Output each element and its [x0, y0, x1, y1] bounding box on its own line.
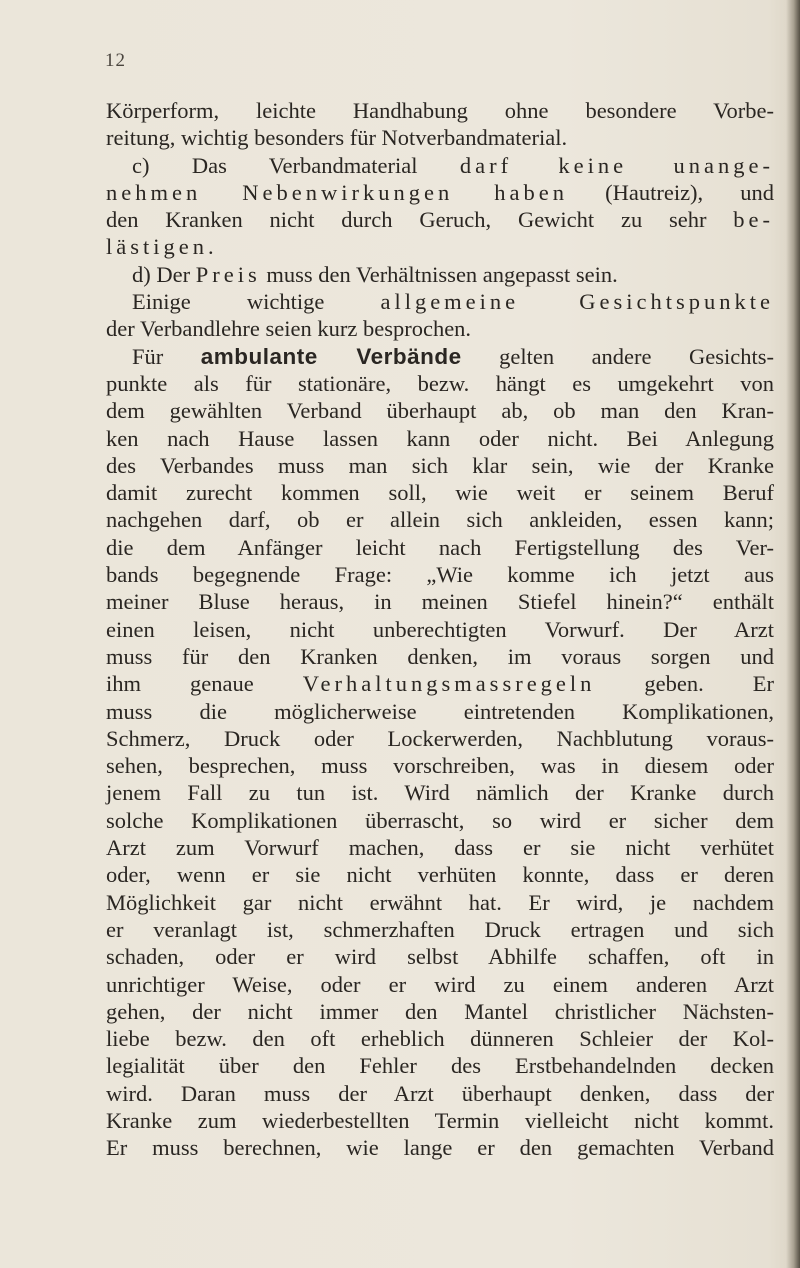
text-line: Er muss berechnen, wie lange er den gemachten Verband	[106, 1135, 774, 1161]
emphasis-spaced: allgemeine Gesichtspunkte	[380, 289, 774, 315]
text-segment: .	[207, 234, 214, 260]
text-line: meiner Bluse heraus, in meinen Stiefel hinein?“ enthält	[106, 589, 774, 615]
text-segment: c) Das Verbandmaterial	[132, 152, 460, 178]
page-edge-shadow	[786, 0, 800, 1268]
text-segment: muss den Verhältnissen angepasst sein.	[260, 261, 618, 287]
text-line: gehen, der nicht immer den Mantel christlicher Nächsten-	[106, 998, 774, 1024]
text-line-emphasis	[106, 261, 774, 288]
text-line: Arzt zum Vorwurf machen, dass er sie nicht verhütet	[106, 835, 774, 861]
body-text	[106, 97, 774, 1162]
text-line-emphasis	[106, 670, 774, 697]
text-line: unrichtiger Weise, oder er wird zu einem anderen Arzt	[106, 971, 774, 997]
text-line: ken nach Hause lassen kann oder nicht. Bei Anlegung	[106, 425, 774, 451]
text-line-emphasis	[106, 179, 774, 206]
emphasis-spaced: darf keine unange-	[459, 152, 774, 178]
text-line: solche Komplikationen überrascht, so wird er sicher dem	[106, 807, 774, 833]
text-line: muss die möglicherweise eintretenden Komplikationen,	[106, 698, 774, 724]
emphasis-spaced: lästigen	[106, 234, 208, 260]
text-segment: (Hautreiz), und	[568, 179, 774, 205]
text-segment: Einige wichtige	[132, 289, 381, 315]
text-line-emphasis	[106, 206, 774, 233]
text-line: bands begegnende Frage: „Wie komme ich jetzt aus	[106, 562, 774, 588]
text-line: Möglichkeit gar nicht erwähnt hat. Er wird, je nachdem	[106, 889, 774, 915]
text-line: wird. Daran muss der Arzt überhaupt denken, dass der	[106, 1080, 774, 1106]
text-segment: den Kranken nicht durch Geruch, Gewicht zu sehr	[106, 207, 734, 233]
text-line: des Verbandes muss man sich klar sein, wie der Kranke	[106, 452, 774, 478]
text-line: Kranke zum wiederbestellten Termin vielleicht nicht kommt.	[106, 1107, 774, 1133]
emphasis-spaced: Preis	[195, 261, 261, 287]
text-segment: Für	[132, 343, 201, 369]
text-line: schaden, oder er wird selbst Abhilfe schaffen, oft in	[106, 944, 774, 970]
text-line: Schmerz, Druck oder Lockerwerden, Nachblutung voraus-	[106, 725, 774, 751]
text-line: die dem Anfänger leicht nach Fertigstellung des Ver-	[106, 534, 774, 560]
emphasis-spaced: nehmen Nebenwirkungen haben	[106, 179, 569, 205]
text-line: einen leisen, nicht unberechtigten Vorwurf. Der Arzt	[106, 616, 774, 642]
text-line: liebe bezw. den oft erheblich dünneren Schleier der Kol-	[106, 1026, 774, 1052]
text-line: dem gewählten Verband überhaupt ab, ob man den Kran-	[106, 398, 774, 424]
text-line-emphasis	[106, 343, 774, 370]
text-line: damit zurecht kommen soll, wie weit er seinem Beruf	[106, 480, 774, 506]
text-line: jenem Fall zu tun ist. Wird nämlich der Kranke durch	[106, 780, 774, 806]
text-line: der Verbandlehre seien kurz besprochen.	[106, 316, 472, 342]
text-segment: ihm genaue	[106, 671, 303, 697]
text-line-emphasis	[106, 233, 774, 260]
text-line: er veranlagt ist, schmerzhaften Druck ertragen und sich	[106, 916, 774, 942]
text-line-emphasis	[106, 152, 774, 179]
emphasis-spaced: be-	[733, 207, 774, 233]
text-segment: geben. Er	[595, 671, 774, 697]
text-line: punkte als für stationäre, bezw. hängt es umgekehrt von	[106, 370, 774, 396]
text-line: sehen, besprechen, muss vorschreiben, was in diesem oder	[106, 753, 774, 779]
text-line: legialität über den Fehler des Erstbehandelnden decken	[106, 1053, 774, 1079]
page-number: 12	[105, 50, 126, 71]
emphasis-spaced: Verhaltungsmassregeln	[302, 671, 596, 697]
text-segment: d) Der	[132, 261, 196, 287]
text-line-emphasis	[106, 288, 774, 315]
text-segment: gelten andere Gesichts-	[461, 343, 774, 369]
text-line: reitung, wichtig besonders für Notverbandmaterial.	[106, 125, 568, 151]
text-line: muss für den Kranken denken, im voraus sorgen und	[106, 643, 774, 669]
emphasis-bold: ambulante Verbände	[200, 343, 462, 369]
text-line: Körperform, leichte Handhabung ohne besondere Vorbe-	[106, 98, 774, 123]
text-line: oder, wenn er sie nicht verhüten konnte, dass er deren	[106, 862, 774, 888]
text-line: nachgehen darf, ob er allein sich ankleiden, essen kann;	[106, 507, 774, 533]
